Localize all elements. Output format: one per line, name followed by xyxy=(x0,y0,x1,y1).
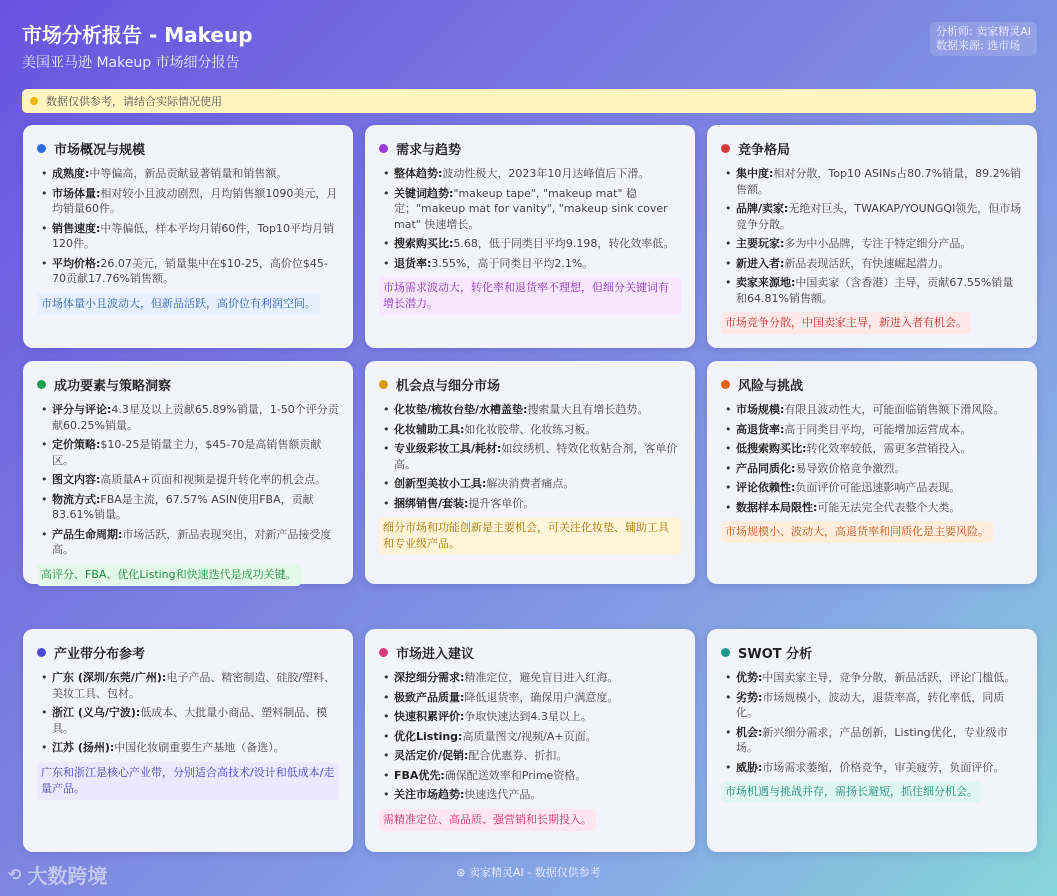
list-item xyxy=(41,166,339,182)
item-value: 3.55%，高于同类目平均2.1%。 xyxy=(431,256,594,270)
section-list xyxy=(721,402,1023,515)
list-item xyxy=(725,480,1023,496)
list-item xyxy=(41,256,339,287)
item-key: 产品同质化: xyxy=(736,461,796,475)
item-key: 主要玩家: xyxy=(736,237,785,250)
section-title xyxy=(379,643,681,662)
section-list xyxy=(379,402,681,511)
section-title xyxy=(721,643,1023,662)
item-value: 26.07美元，销量集中在$10-25，高价位$45-70贡献17.76%销售额。 xyxy=(52,256,328,285)
list-item xyxy=(725,441,1023,457)
item-key: 数据样本局限性: xyxy=(736,500,818,514)
watermark xyxy=(8,860,107,889)
footer-text: ⊛ 卖家精灵AI - 数据仅供参考 xyxy=(456,866,601,879)
list-item xyxy=(725,670,1023,686)
section-dot-icon xyxy=(379,380,388,389)
section-dot-icon xyxy=(721,648,730,657)
item-key: 威胁: xyxy=(736,760,763,774)
list-item xyxy=(725,725,1023,756)
section-dot-icon xyxy=(721,380,730,389)
report-header xyxy=(22,22,253,72)
item-value: 如化妆胶带、化妆练习板。 xyxy=(464,422,597,436)
list-item xyxy=(725,402,1023,418)
item-key: 广东 (深圳/东莞/广州): xyxy=(52,671,167,684)
item-key: 化妆垫/梳妆台垫/水槽盖垫: xyxy=(394,403,528,416)
item-value: 电子产品、精密制造、硅胶/塑料、美妆工具、包材。 xyxy=(52,671,336,700)
item-key: 创新型美妆小工具: xyxy=(394,477,487,490)
item-key: 机会: xyxy=(736,725,763,739)
section-card xyxy=(707,361,1037,584)
section-summary: 市场规模小、波动大，高退货率和同质化是主要风险。 xyxy=(721,521,993,543)
section-title-text: 产业带分布参考 xyxy=(54,647,146,662)
item-value: 可能无法完全代表整个大类。 xyxy=(817,500,961,514)
list-item xyxy=(383,236,681,252)
list-item xyxy=(383,476,681,492)
list-item xyxy=(383,670,681,686)
list-item xyxy=(383,748,681,764)
list-item xyxy=(725,422,1023,438)
report-meta xyxy=(930,22,1037,56)
section-title-text: 市场概况与规模 xyxy=(54,143,146,158)
section-summary: 广东和浙江是核心产业带，分别适合高技术/设计和低成本/走量产品。 xyxy=(37,762,339,800)
item-value: 易导致价格竞争激烈。 xyxy=(795,461,906,475)
item-key: 市场规模: xyxy=(736,403,785,416)
item-value: 中国卖家主导，竞争分散，新品活跃，评论门槛低。 xyxy=(762,671,1016,684)
item-key: 销售速度: xyxy=(52,221,101,235)
item-key: 新进入者: xyxy=(736,256,785,270)
item-key: 浙江 (义乌/宁波): xyxy=(52,706,141,719)
warning-dot-icon xyxy=(30,97,38,105)
list-item xyxy=(383,768,681,784)
item-key: 高退货率: xyxy=(736,422,785,436)
section-summary: 市场体量小且波动大，但新品活跃，高价位有利润空间。 xyxy=(37,293,320,315)
item-key: 品牌/卖家: xyxy=(736,202,789,215)
item-value: 波动性极大，2023年10月达峰值后下滑。 xyxy=(442,167,650,180)
item-value: 解决消费者痛点。 xyxy=(486,477,575,490)
item-value: 搜索量大且有增长趋势。 xyxy=(527,403,649,416)
item-key: 退货率: xyxy=(394,256,432,270)
list-item xyxy=(41,705,339,736)
item-key: 市场体量: xyxy=(52,186,101,200)
item-key: 捆绑销售/套装: xyxy=(394,496,469,510)
disclaimer-text: 数据仅供参考，请结合实际情况使用 xyxy=(46,95,222,108)
item-key: 专业级彩妆工具/耗材: xyxy=(394,442,502,455)
section-dot-icon xyxy=(379,144,388,153)
item-value: "makeup tape", "makeup mat" 稳定；"makeup mat for vanity", "makeup sink cover mat" 快速增长。 xyxy=(394,186,668,231)
list-item xyxy=(41,402,339,433)
item-key: 集中度: xyxy=(736,167,774,180)
list-item xyxy=(725,166,1023,197)
list-item xyxy=(383,729,681,745)
item-value: 争取快速达到4.3星以上。 xyxy=(464,710,592,723)
disclaimer-banner xyxy=(22,89,1036,113)
section-title-text: SWOT 分析 xyxy=(738,647,813,662)
item-value: 新兴细分需求，产品创新，Listing优化，专业级市场。 xyxy=(736,725,1008,754)
list-item xyxy=(41,492,339,523)
section-title xyxy=(379,139,681,158)
list-item xyxy=(41,437,339,468)
item-key: 成熟度: xyxy=(52,167,90,180)
list-item xyxy=(383,166,681,182)
section-card xyxy=(23,629,353,852)
item-value: 相对较小且波动剧烈，月均销售额1090美元，月均销量60件。 xyxy=(52,186,338,215)
item-key: 整体趋势: xyxy=(394,167,443,180)
section-title-text: 成功要素与策略洞察 xyxy=(54,379,172,394)
source-label: 数据来源: 选市场 xyxy=(936,39,1021,52)
item-value: 降低退货率，确保用户满意度。 xyxy=(464,690,619,704)
watermark-text: 大数跨境 xyxy=(27,864,108,888)
list-item xyxy=(41,472,339,488)
item-key: 物流方式: xyxy=(52,492,101,506)
item-value: 高质量图文/视频/A+页面。 xyxy=(462,729,597,743)
list-item xyxy=(41,221,339,252)
list-item xyxy=(41,670,339,701)
section-dot-icon xyxy=(721,144,730,153)
section-list xyxy=(37,402,339,558)
list-item xyxy=(383,186,681,233)
item-key: 平均价格: xyxy=(52,256,101,270)
section-list xyxy=(721,670,1023,775)
report-subtitle: 美国亚马逊 Makeup 市场细分报告 xyxy=(22,55,240,71)
list-item xyxy=(383,422,681,438)
section-list xyxy=(37,670,339,756)
section-dot-icon xyxy=(379,648,388,657)
item-key: 关键词趋势: xyxy=(394,186,454,200)
list-item xyxy=(41,527,339,558)
section-card xyxy=(365,125,695,348)
item-key: 优化Listing: xyxy=(394,729,463,743)
item-key: 化妆辅助工具: xyxy=(394,422,465,436)
item-value: 低成本、大批量小商品、塑料制品、模具。 xyxy=(52,706,328,735)
item-key: 优势: xyxy=(736,671,763,684)
item-value: 高于同类目平均，可能增加运营成本。 xyxy=(784,422,972,436)
section-title xyxy=(721,139,1023,158)
section-list xyxy=(721,166,1023,306)
report-title: 市场分析报告 - Makeup xyxy=(22,23,253,47)
list-item xyxy=(725,275,1023,306)
section-summary: 市场机遇与挑战并存，需扬长避短，抓住细分机会。 xyxy=(721,781,982,803)
item-value: 负面评价可能迅速影响产品表现。 xyxy=(795,481,961,494)
list-item xyxy=(383,496,681,512)
item-key: 江苏 (扬州): xyxy=(52,741,115,754)
analyst-label: 分析师: 卖家精灵AI xyxy=(936,25,1031,38)
section-title-text: 竞争格局 xyxy=(738,143,791,158)
section-list xyxy=(379,670,681,803)
item-key: 评论依赖性: xyxy=(736,481,796,494)
section-summary: 市场需求波动大，转化率和退货率不理想，但细分关键词有增长潜力。 xyxy=(379,277,681,315)
item-value: FBA是主流，67.57% ASIN使用FBA，贡献83.61%销量。 xyxy=(52,492,314,521)
item-value: 市场需求萎缩，价格竞争，审美疲劳，负面评价。 xyxy=(762,760,1005,774)
section-card xyxy=(707,125,1037,348)
section-summary: 细分市场和功能创新是主要机会，可关注化妆垫、辅助工具和专业级产品。 xyxy=(379,517,681,555)
list-item xyxy=(383,690,681,706)
item-value: 中国卖家（含香港）主导，贡献67.55%销量和64.81%销售额。 xyxy=(736,276,1014,305)
item-value: 相对分散，Top10 ASINs占80.7%销量，89.2%销售额。 xyxy=(736,167,1022,196)
list-item xyxy=(725,256,1023,272)
section-title xyxy=(37,375,339,394)
section-dot-icon xyxy=(37,648,46,657)
item-value: 中等偏高，新品贡献显著销量和销售额。 xyxy=(89,167,288,180)
section-list xyxy=(37,166,339,287)
item-key: FBA优先: xyxy=(394,768,445,782)
section-card xyxy=(365,629,695,852)
list-item xyxy=(383,402,681,418)
item-key: 评分与评论: xyxy=(52,403,112,416)
section-summary: 市场竞争分散，中国卖家主导，新进入者有机会。 xyxy=(721,312,971,334)
section-title-text: 风险与挑战 xyxy=(738,379,804,394)
item-value: 5.68，低于同类目平均9.198，转化效率低。 xyxy=(453,237,675,250)
item-key: 产品生命周期: xyxy=(52,527,123,541)
section-title-text: 机会点与细分市场 xyxy=(396,379,501,394)
section-dot-icon xyxy=(37,380,46,389)
section-card xyxy=(365,361,695,584)
item-key: 劣势: xyxy=(736,690,763,704)
item-key: 定价策略: xyxy=(52,438,101,451)
section-card xyxy=(707,629,1037,852)
list-item xyxy=(725,760,1023,776)
item-key: 快速积累评价: xyxy=(394,710,465,723)
list-item xyxy=(725,236,1023,252)
item-value: 4.3星及以上贡献65.89%销量，1-50个评分贡献60.25%销量。 xyxy=(52,403,339,432)
section-title-text: 需求与趋势 xyxy=(396,143,462,158)
item-key: 卖家来源地: xyxy=(736,276,796,289)
item-key: 搜索购买比: xyxy=(394,237,454,250)
list-item xyxy=(383,441,681,472)
list-item xyxy=(725,461,1023,477)
list-item xyxy=(725,690,1023,721)
item-value: 转化效率较低，需更多营销投入。 xyxy=(806,442,972,455)
section-summary: 高评分、FBA、优化Listing和快速迭代是成功关键。 xyxy=(37,564,301,586)
list-item xyxy=(41,740,339,756)
item-value: 中国化妆刷重要生产基地（备选）。 xyxy=(114,741,285,754)
section-title xyxy=(37,643,339,662)
section-title xyxy=(379,375,681,394)
item-value: 配合优惠券、折扣。 xyxy=(468,749,568,762)
list-item xyxy=(41,186,339,217)
item-value: 精准定位，避免盲目进入红海。 xyxy=(464,671,619,684)
item-value: 市场活跃，新品表现突出，对新产品接受度高。 xyxy=(52,527,332,556)
item-value: 市场规模小，波动大，退货率高，转化率低，同质化。 xyxy=(736,690,1005,719)
item-key: 关注市场趋势: xyxy=(394,788,465,801)
item-value: 如纹绣机、特效化妆粘合剂，客单价高。 xyxy=(394,442,678,471)
item-value: 提升客单价。 xyxy=(468,496,535,510)
item-value: 确保配送效率和Prime资格。 xyxy=(444,768,587,782)
item-key: 极致产品质量: xyxy=(394,690,465,704)
section-summary: 需精准定位、高品质、强营销和长期投入。 xyxy=(379,809,596,831)
section-title xyxy=(721,375,1023,394)
list-item xyxy=(383,709,681,725)
item-value: 多为中小品牌，专注于特定细分产品。 xyxy=(784,237,972,250)
list-item xyxy=(725,500,1023,516)
item-value: 新品表现活跃，有快速崛起潜力。 xyxy=(784,256,950,270)
section-card xyxy=(23,125,353,348)
item-value: 有限且波动性大，可能面临销售额下滑风险。 xyxy=(784,403,1005,416)
list-item xyxy=(383,256,681,272)
item-value: 中等偏低，样本平均月销60件，Top10平均月销120件。 xyxy=(52,221,334,250)
watermark-logo-icon: ⟲ xyxy=(8,865,22,884)
list-item xyxy=(383,787,681,803)
item-key: 图文内容: xyxy=(52,473,101,486)
section-card xyxy=(23,361,353,584)
section-list xyxy=(379,166,681,271)
item-value: $10-25是销量主力，$45-70是高销售额贡献区。 xyxy=(52,438,322,467)
section-title xyxy=(37,139,339,158)
item-value: 无绝对巨头，TWAKAP/YOUNGQI领先，但市场竞争分散。 xyxy=(736,202,1022,231)
item-value: 高质量A+页面和视频是提升转化率的机会点。 xyxy=(100,473,327,486)
item-value: 快速迭代产品。 xyxy=(464,788,542,801)
item-key: 灵活定价/促销: xyxy=(394,749,469,762)
section-title-text: 市场进入建议 xyxy=(396,647,475,662)
list-item xyxy=(725,201,1023,232)
item-key: 低搜索购买比: xyxy=(736,442,807,455)
item-key: 深挖细分需求: xyxy=(394,671,465,684)
section-dot-icon xyxy=(37,144,46,153)
